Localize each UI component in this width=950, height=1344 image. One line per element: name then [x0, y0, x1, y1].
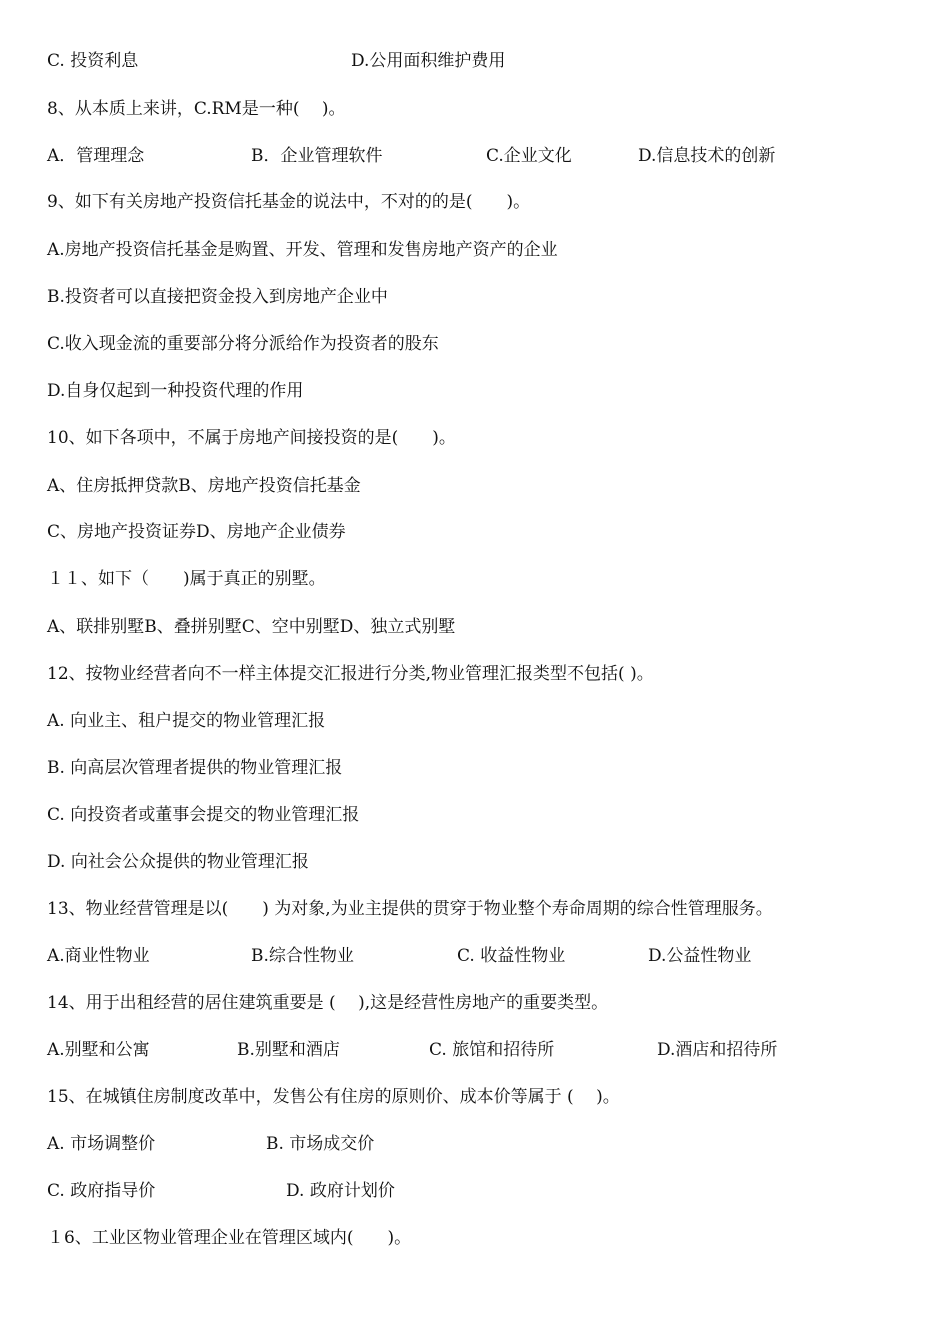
option-a: A.房地产投资信托基金是购置、开发、管理和发售房地产资产的企业 [47, 240, 558, 260]
question-text: 13、物业经营管理是以( ) 为对象,为业主提供的贯穿于物业整个寿命周期的综合性管理服务。 [47, 899, 773, 919]
option-d: D.自身仅起到一种投资代理的作用 [47, 381, 304, 401]
option-a: A.别墅和公寓 [47, 1040, 150, 1060]
option-c: C. 旅馆和招待所 [429, 1040, 555, 1060]
question-15 [0, 1082, 950, 1112]
question-16 [0, 1223, 950, 1253]
option-d: D.公用面积维护费用 [351, 51, 506, 71]
option-d: D.酒店和招待所 [657, 1040, 778, 1060]
question-9-option-d [0, 376, 950, 406]
question-text: 9、如下有关房地产投资信托基金的说法中，不对的的是( )。 [47, 192, 531, 212]
question-15-options-ab [0, 1129, 950, 1159]
question-text: 15、在城镇住房制度改革中，发售公有住房的原则价、成本价等属于 ( )。 [47, 1087, 620, 1107]
question-12-option-a [0, 706, 950, 736]
question-text: １6、工业区物业管理企业在管理区域内( )。 [47, 1228, 412, 1248]
question-15-options-cd [0, 1176, 950, 1206]
option-b: B.综合性物业 [251, 946, 354, 966]
option-b: B. 市场成交价 [266, 1134, 375, 1154]
options-ab: A、住房抵押贷款B、房地产投资信托基金 [47, 476, 361, 496]
question-10-options-cd [0, 517, 950, 547]
text-line-1 [0, 46, 950, 76]
question-13 [0, 894, 950, 924]
question-13-options [0, 941, 950, 971]
option-a: A.商业性物业 [47, 946, 150, 966]
question-8-options [0, 141, 950, 171]
question-14 [0, 988, 950, 1018]
option-b: B. 向高层次管理者提供的物业管理汇报 [47, 758, 343, 778]
question-text: 10、如下各项中，不属于房地产间接投资的是( )。 [47, 428, 456, 448]
option-c: C. 政府指导价 [47, 1181, 156, 1201]
question-14-options [0, 1035, 950, 1065]
question-text: １１、如下（ )属于真正的别墅。 [47, 569, 326, 589]
options-cd: C、房地产投资证券D、房地产企业债券 [47, 522, 346, 542]
option-d: D.公益性物业 [648, 946, 752, 966]
question-12-option-d [0, 847, 950, 877]
option-c: C.企业文化 [486, 146, 572, 166]
option-d: D. 政府计划价 [286, 1181, 395, 1201]
question-9 [0, 187, 950, 217]
option-c: C. 投资利息 [47, 51, 139, 71]
option-c: C. 向投资者或董事会提交的物业管理汇报 [47, 805, 360, 825]
option-b: B．企业管理软件 [251, 146, 383, 166]
options: A、联排别墅B、叠拼别墅C、空中别墅D、独立式别墅 [47, 617, 456, 637]
question-text: 14、用于出租经营的居住建筑重要是 ( ),这是经营性房地产的重要类型。 [47, 993, 609, 1013]
question-text: 8、从本质上来讲，C.RM是一种( )。 [47, 99, 346, 119]
question-9-option-c [0, 329, 950, 359]
option-d: D.信息技术的创新 [638, 146, 776, 166]
question-text: 12、按物业经营者向不一样主体提交汇报进行分类,物业管理汇报类型不包括( )。 [47, 664, 654, 684]
question-11 [0, 564, 950, 594]
option-b: B.别墅和酒店 [237, 1040, 340, 1060]
option-b: B.投资者可以直接把资金投入到房地产企业中 [47, 287, 388, 307]
question-8 [0, 94, 950, 124]
option-a: A. 向业主、租户提交的物业管理汇报 [47, 711, 326, 731]
question-12-option-c [0, 800, 950, 830]
question-10-options-ab [0, 471, 950, 501]
option-a: A．管理理念 [47, 146, 145, 166]
option-c: C. 收益性物业 [457, 946, 566, 966]
question-9-option-a [0, 235, 950, 265]
option-c: C.收入现金流的重要部分将分派给作为投资者的股东 [47, 334, 439, 354]
question-10 [0, 423, 950, 453]
option-a: A. 市场调整价 [47, 1134, 156, 1154]
question-12-option-b [0, 753, 950, 783]
option-d: D. 向社会公众提供的物业管理汇报 [47, 852, 309, 872]
question-9-option-b [0, 282, 950, 312]
question-12 [0, 659, 950, 689]
question-11-options [0, 612, 950, 642]
